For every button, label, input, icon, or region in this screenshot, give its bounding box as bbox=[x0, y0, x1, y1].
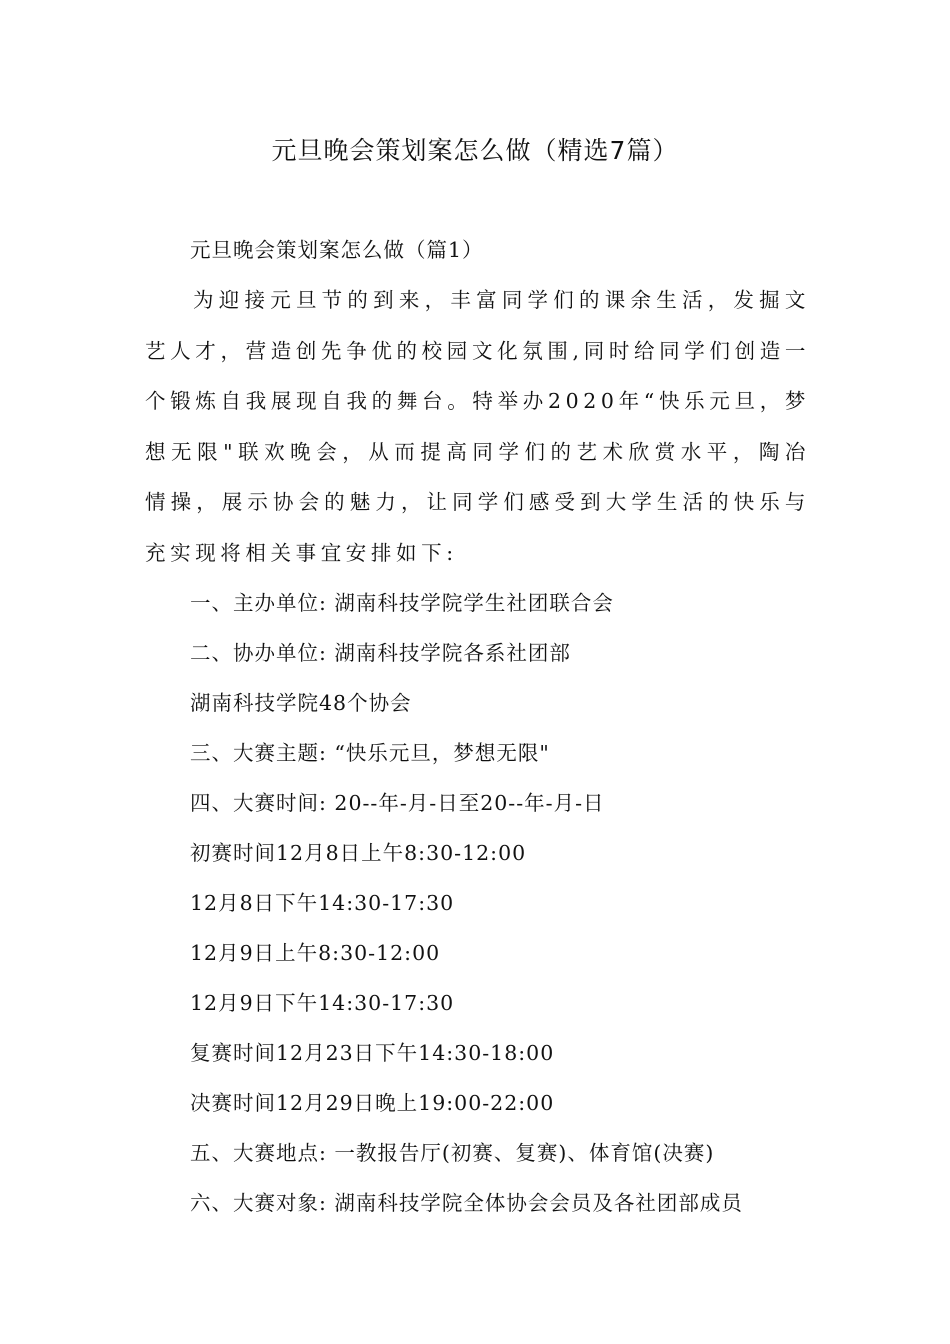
organizer-line: 一、主办单位: 湖南科技学院学生社团联合会 bbox=[190, 591, 614, 615]
schedule-line: 12月9日下午14:30-17:30 bbox=[190, 991, 455, 1015]
section-heading: 元旦晚会策划案怎么做（篇1） bbox=[190, 238, 484, 262]
schedule-line: 初赛时间12月8日上午8:30-12:00 bbox=[190, 841, 527, 865]
document-body bbox=[145, 225, 810, 1228]
time-line: 四、大赛时间: 20--年-月-日至20--年-月-日 bbox=[190, 791, 605, 815]
schedule-line: 12月9日上午8:30-12:00 bbox=[190, 941, 441, 965]
intro-paragraph: 为迎接元旦节的到来，丰富同学们的课余生活，发掘文艺人才，营造创先争优的校园文化氛围,同时给同学们创造一个锻炼自我展现自我的舞台。特举办2020年“快乐元旦，梦想无限"联欢晚会，从而提高同学们的艺术欣赏水平，陶冶情操，展示协会的魅力，让同学们感受到大学生活的快乐与充实现将相关事宜安排如下: bbox=[145, 288, 810, 565]
participants-line: 六、大赛对象: 湖南科技学院全体协会会员及各社团部成员 bbox=[190, 1191, 743, 1215]
venue-line: 五、大赛地点: 一教报告厅(初赛、复赛)、体育馆(决赛) bbox=[190, 1141, 715, 1165]
associations-line: 湖南科技学院48个协会 bbox=[190, 691, 412, 715]
schedule-line: 12月8日下午14:30-17:30 bbox=[190, 891, 455, 915]
theme-line: 三、大赛主题: “快乐元旦，梦想无限" bbox=[190, 741, 550, 765]
schedule-line: 决赛时间12月29日晚上19:00-22:00 bbox=[190, 1091, 555, 1115]
co-organizer-line: 二、协办单位: 湖南科技学院各系社团部 bbox=[190, 641, 571, 665]
schedule-line: 复赛时间12月23日下午14:30-18:00 bbox=[190, 1041, 555, 1065]
document-title: 元旦晚会策划案怎么做（精选7篇） bbox=[271, 136, 679, 165]
